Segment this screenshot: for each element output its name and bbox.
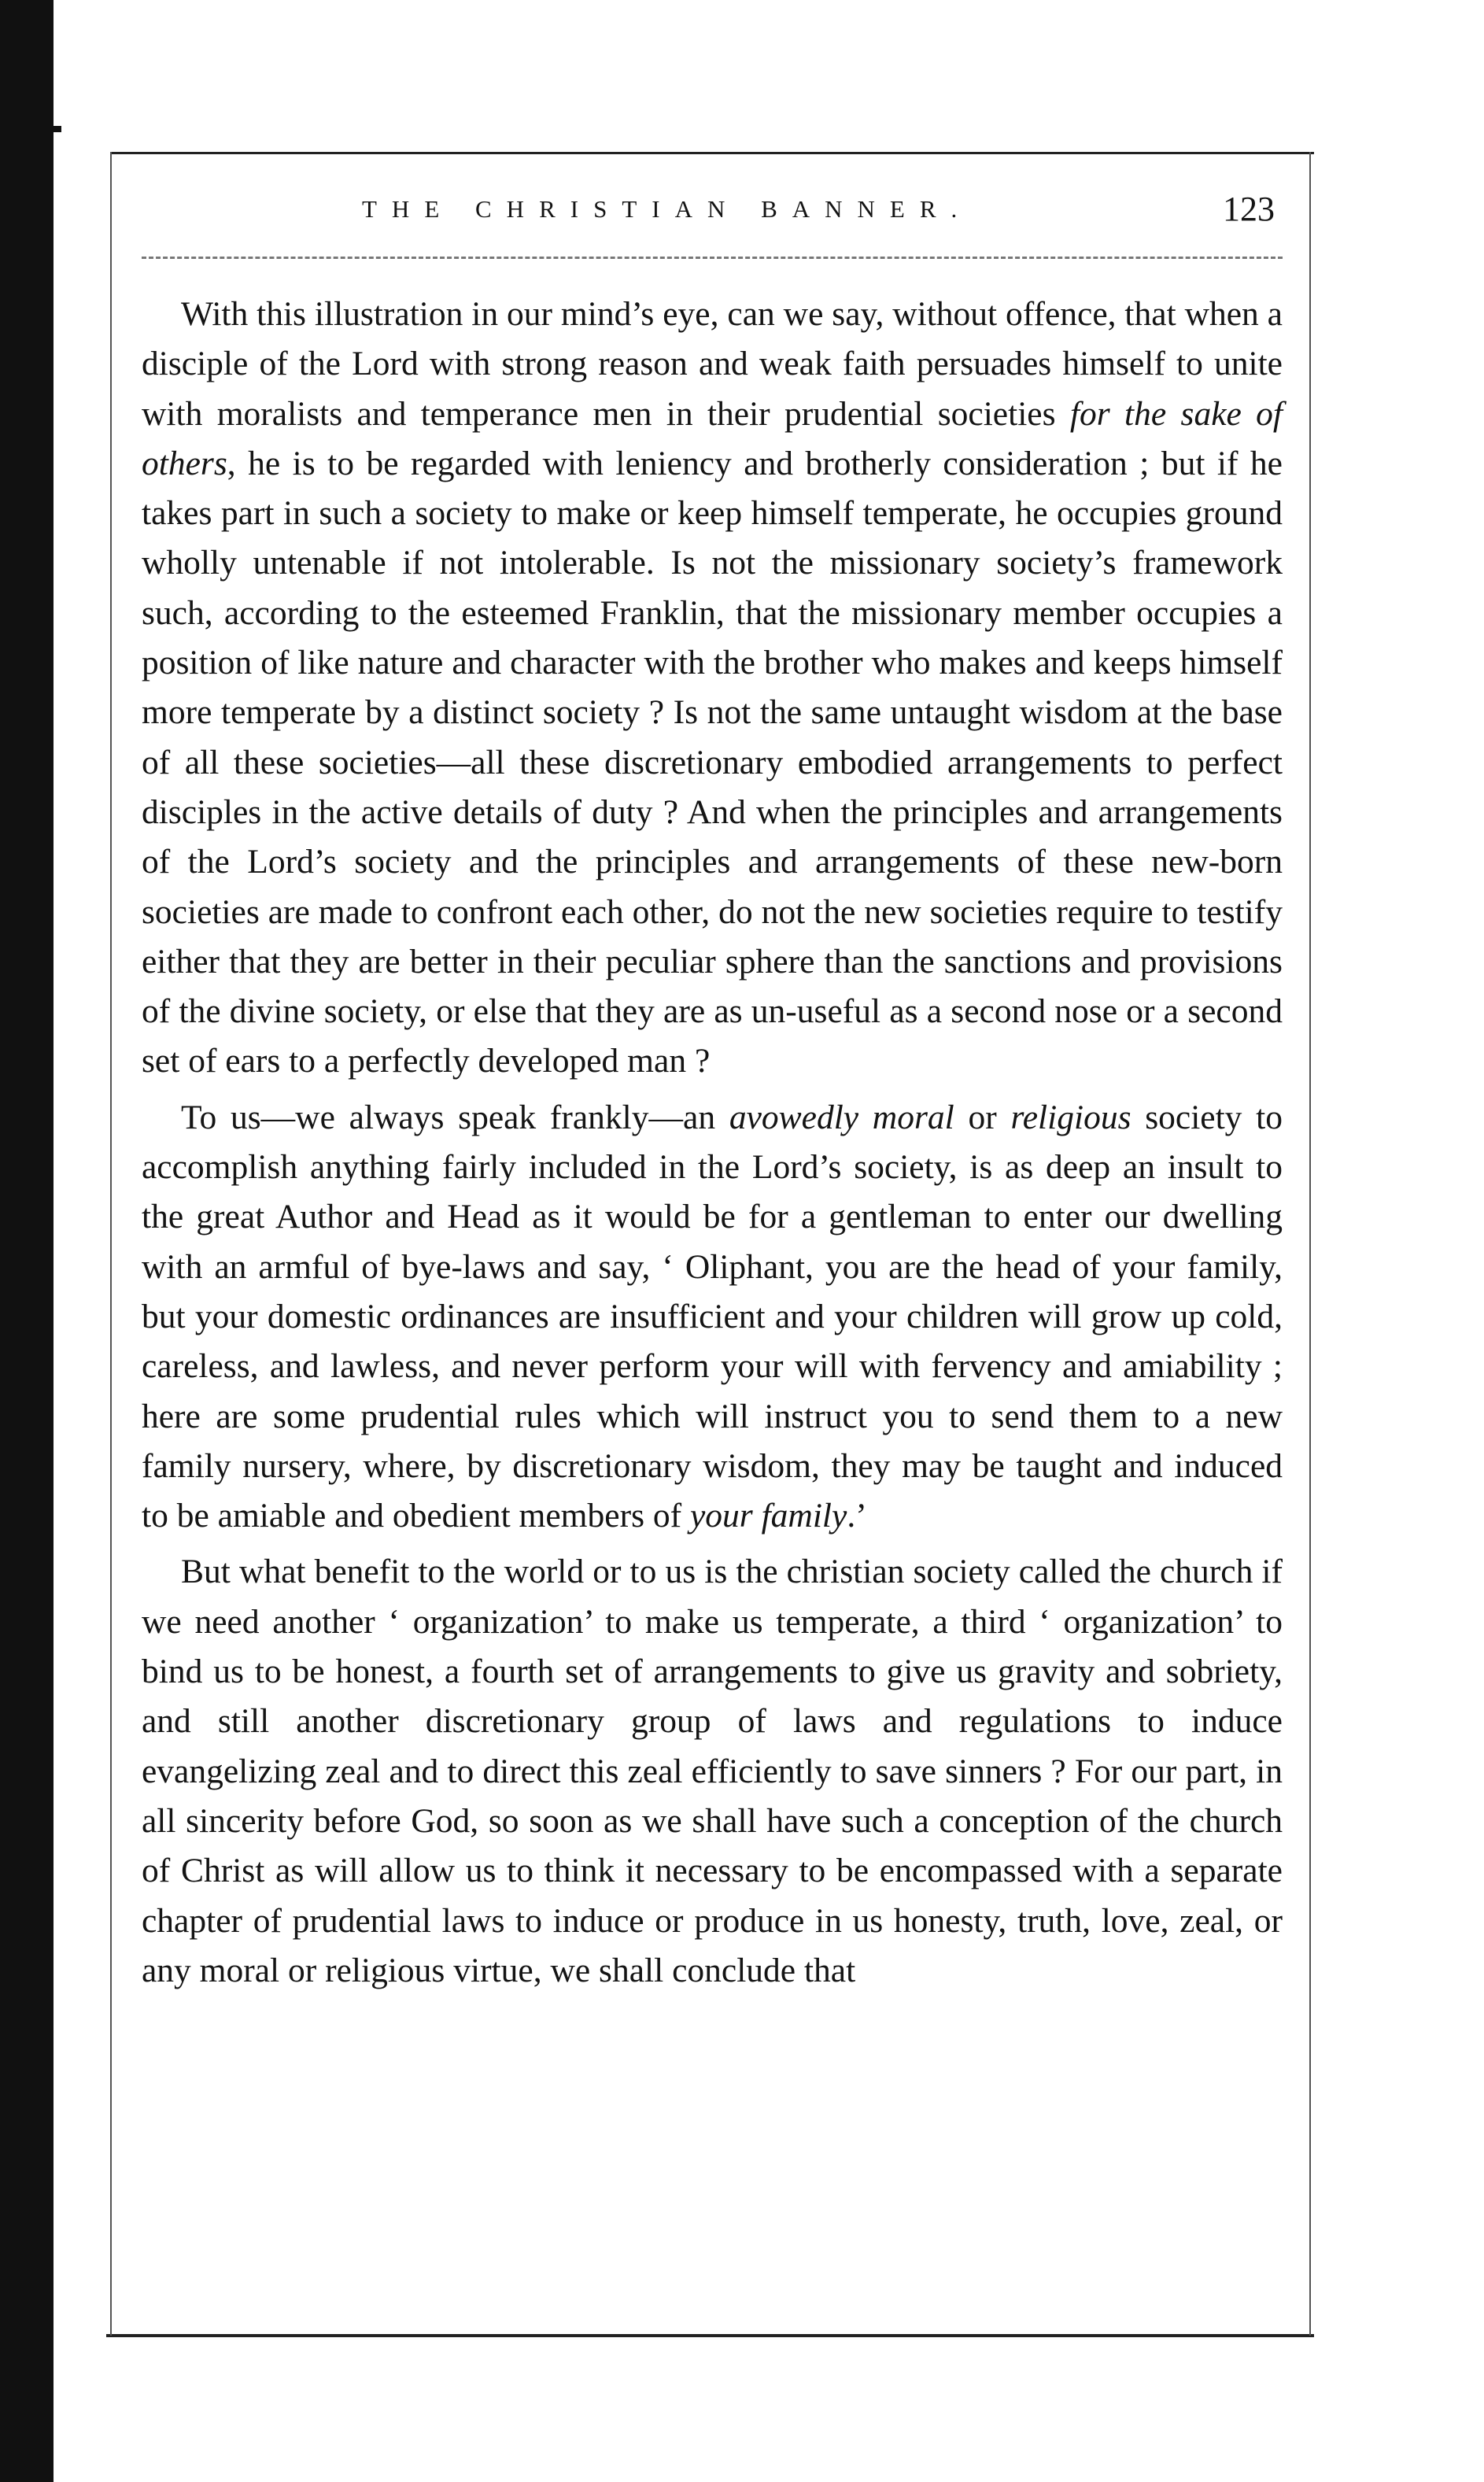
paragraph-2-segment-1: To us—we always speak frankly—an: [181, 1098, 729, 1136]
running-title: THE CHRISTIAN BANNER.: [362, 195, 973, 223]
paragraph-2-segment-3: or: [954, 1098, 1011, 1136]
paragraph-1-segment-1: With this illustration in our mind’s eye, can we say, without offence, that when a disciple of the Lord with strong reason and weak faith persuades himself to unite with moralists and temperance men in their prudential societies: [142, 295, 1283, 433]
paragraph-1-segment-2: for the sake of others: [142, 394, 1283, 482]
page-frame-top-rule: [110, 152, 1314, 154]
paragraph-1: [142, 290, 1283, 1087]
book-binding-edge: [0, 0, 54, 2482]
paragraph-1-segment-3: , he is to be regarded with leniency and brotherly consideration ; but if he takes part in such a society to make or keep himself temperate, he occupies ground wholly untenable if not intolerable. Is not the missionary society’s framework such, according to the esteemed Franklin, that the missionary member occupies a position of like nature and character with the brother who makes and keeps himself more temperate by a distinct society ? Is not the same untaught wisdom at the base of all these societies—all these discretionary embodied arrangements to perfect disciples in the active details of duty ? And when the principles and arrangements of the Lord’s society and the principles and arrangements of these new-born societies are made to confront each other, do not the new societies require to testify either that they are better in their peculiar sphere than the sanctions and provisions of the divine society, or else that they are as un-useful as a second nose or a second set of ears to a perfectly developed man ?: [142, 444, 1283, 1080]
page-frame-right-rule: [1309, 152, 1311, 2336]
paragraph-2-segment-2: avowedly moral: [729, 1098, 954, 1136]
page-number: 123: [1223, 190, 1275, 228]
paragraph-2-segment-7: .’: [847, 1497, 867, 1535]
running-header: [142, 186, 1290, 233]
paragraph-2-segment-6: your family: [689, 1497, 847, 1535]
header-rule: [142, 257, 1283, 259]
binding-notch: [54, 126, 61, 132]
paragraph-2: [142, 1093, 1283, 1542]
paragraph-2-segment-5: society to accomplish anything fairly included in the Lord’s society, is as deep an insult to the great Author and Head as it would be for a gentleman to enter our dwelling with an armful of bye-laws and say, ‘ Oliphant, you are the head of your family, but your domestic ordinances are insufficient and your children will grow up cold, careless, and lawless, and never perform your will with fervency and amiability ; here are some prudential rules which will instruct you to send them to a new family nursery, where, by discretionary wisdom, they may be taught and induced to be amiable and obedient members of: [142, 1098, 1283, 1535]
page-frame-bottom-rule: [106, 2334, 1314, 2337]
body-text: [142, 290, 1283, 2002]
page-frame-left-rule: [110, 152, 112, 2336]
paragraph-3-segment-1: But what benefit to the world or to us is the christian society called the church if we need another ‘ organization’ to make us temperate, a third ‘ organization’ to bind us to be honest, a fourth set of arrangements to give us gravity and sobriety, and still another discretionary group of laws and regulations to induce evangelizing zeal and to direct this zeal efficiently to save sinners ? For our part, in all sincerity before God, so soon as we shall have such a conception of the church of Christ as will allow us to think it necessary to be encompassed with a separate chapter of prudential laws to induce or produce in us honesty, truth, love, zeal, or any moral or religious virtue, we shall conclude that: [142, 1553, 1283, 1989]
paragraph-3: [142, 1547, 1283, 1996]
paragraph-2-segment-4: religious: [1010, 1098, 1131, 1136]
